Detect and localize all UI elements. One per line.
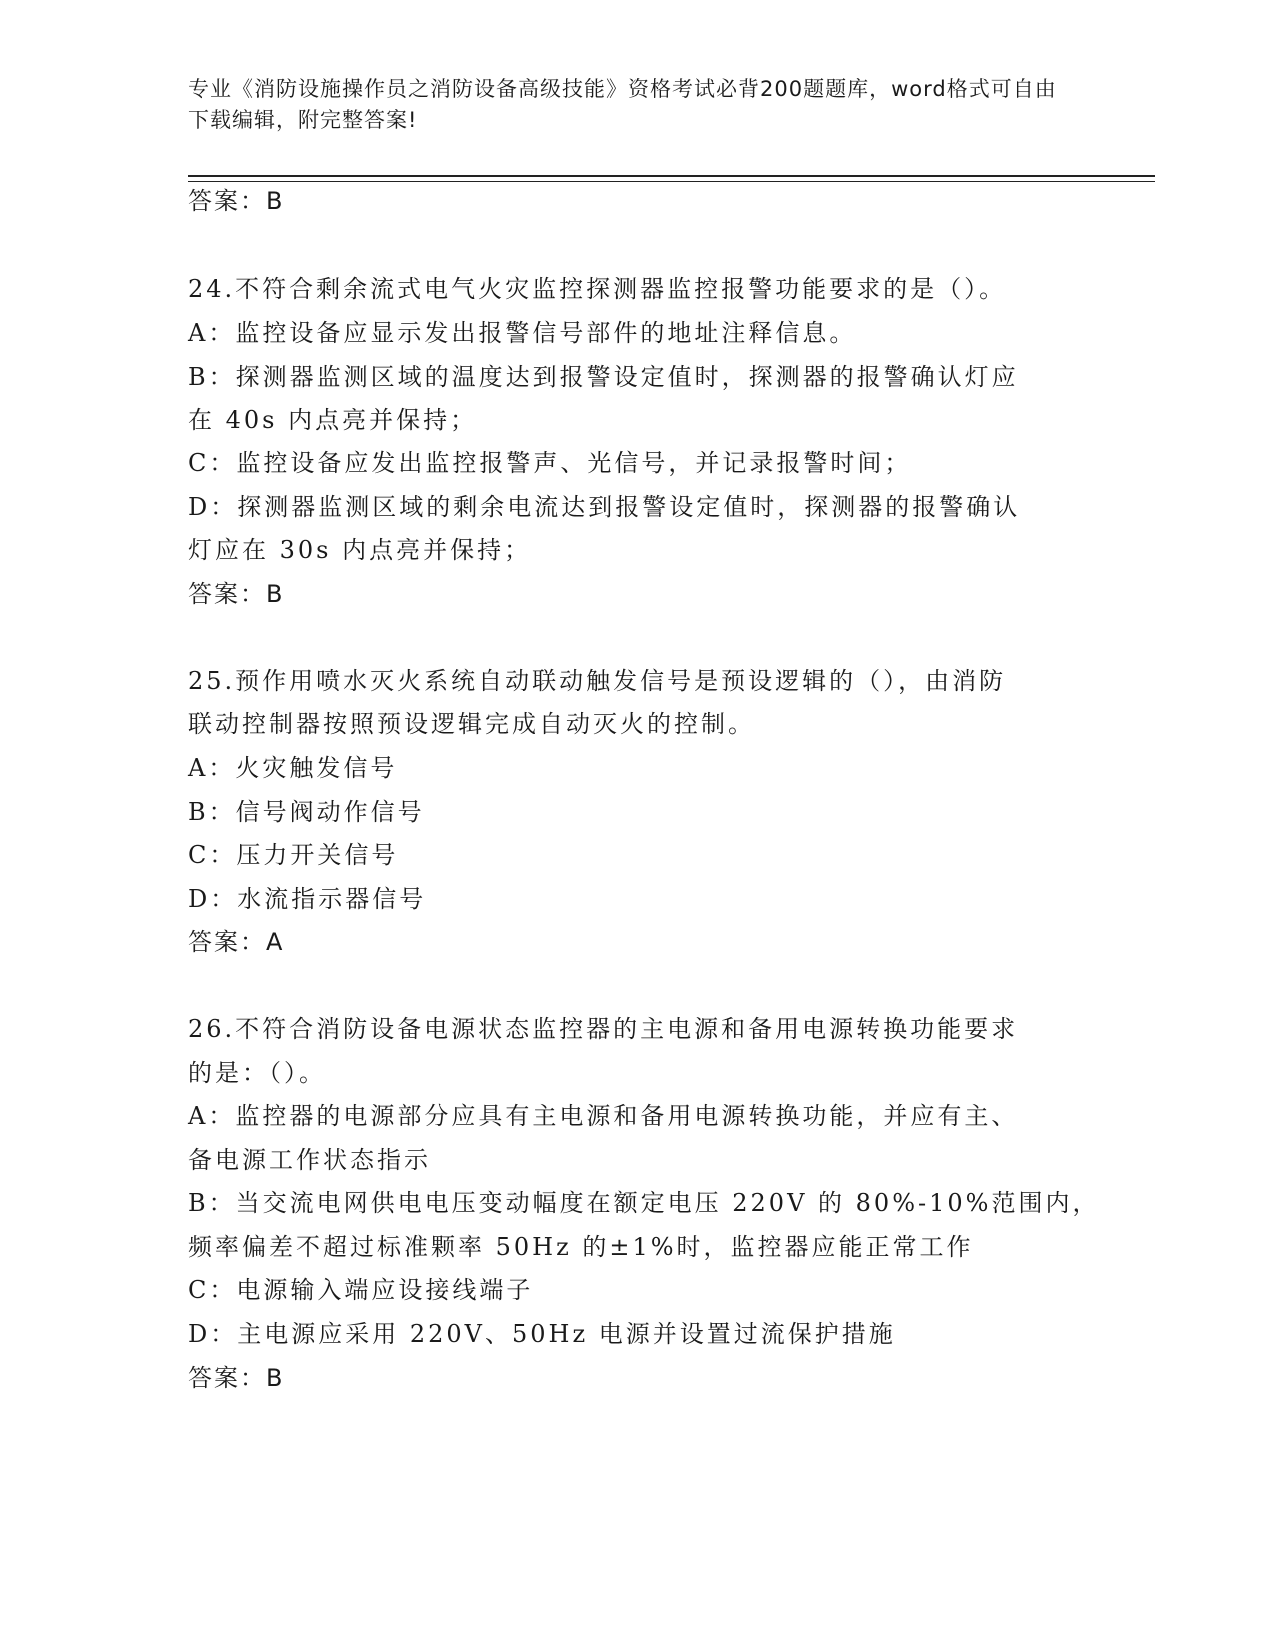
question-stem: 24.不符合剩余流式电气火灾监控探测器监控报警功能要求的是（）。 — [188, 275, 1007, 303]
answer-line: 答案：B — [188, 580, 285, 608]
option-a: A：火灾触发信号 — [188, 754, 398, 782]
option-d: D：主电源应采用 220V、50Hz 电源并设置过流保护措施 — [188, 1320, 896, 1348]
option-c: C：电源输入端应设接线端子 — [188, 1276, 534, 1304]
question-stem-continued: 的是：（）。 — [188, 1059, 326, 1087]
header-rule-thin — [188, 181, 1155, 182]
answer-line: 答案：B — [188, 1364, 285, 1392]
option-b: B：探测器监测区域的温度达到报警设定值时，探测器的报警确认灯应 — [188, 363, 1019, 391]
option-a: A：监控设备应显示发出报警信号部件的地址注释信息。 — [188, 319, 857, 347]
option-b-continued: 频率偏差不超过标准颗率 50Hz 的±1%时，监控器应能正常工作 — [188, 1233, 974, 1261]
question-stem: 25.预作用喷水灭火系统自动联动触发信号是预设逻辑的（），由消防 — [188, 667, 1007, 695]
option-b-continued: 在 40s 内点亮并保持； — [188, 406, 478, 434]
option-d: D：水流指示器信号 — [188, 885, 427, 913]
answer-line: 答案：A — [188, 928, 285, 956]
option-c: C：压力开关信号 — [188, 841, 399, 869]
option-c: C：监控设备应发出监控报警声、光信号，并记录报警时间； — [188, 449, 912, 477]
option-a-continued: 备电源工作状态指示 — [188, 1146, 431, 1174]
option-b: B：当交流电网供电电压变动幅度在额定电压 220V 的 80%-10%范围内， — [188, 1189, 1100, 1217]
option-d-continued: 灯应在 30s 内点亮并保持； — [188, 536, 532, 564]
header-rule-thick — [188, 175, 1155, 177]
question-stem: 26.不符合消防设备电源状态监控器的主电源和备用电源转换功能要求 — [188, 1015, 1019, 1043]
document-header: 专业《消防设施操作员之消防设备高级技能》资格考试必背200题题库，word格式可自由下载编辑，附完整答案! — [188, 77, 1057, 132]
answer-line: 答案：B — [188, 187, 285, 215]
option-d: D：探测器监测区域的剩余电流达到报警设定值时，探测器的报警确认 — [188, 493, 1021, 521]
option-a: A：监控器的电源部分应具有主电源和备用电源转换功能，并应有主、 — [188, 1102, 1019, 1130]
question-stem-continued: 联动控制器按照预设逻辑完成自动灭火的控制。 — [188, 710, 755, 738]
option-b: B：信号阀动作信号 — [188, 798, 425, 826]
